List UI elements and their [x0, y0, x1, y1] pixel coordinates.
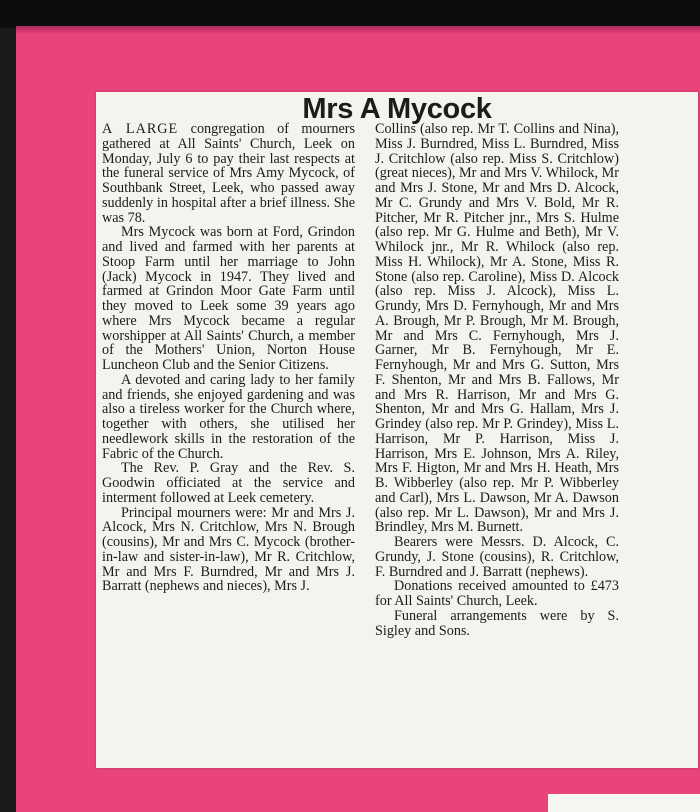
right-text-column — [375, 122, 619, 638]
left-text-column — [102, 122, 355, 594]
paragraph: Funeral arrangements were by S. Sigley and Sons. — [375, 607, 619, 639]
newspaper-clipping — [96, 92, 698, 768]
scan-top-edge — [0, 0, 700, 28]
paragraph — [102, 122, 355, 225]
paragraph: Collins (also rep. Mr T. Collins and Nina), Miss J. Burndred, Miss L. Burndred, Miss J. Critchlow (also rep. Miss S. Critchlow) (great nieces), Mr and Mrs V. Whilock, Mr and Mrs J. Stone, Mr and Mrs D. Alcock, Mr C. Grundy and Mrs V. Bold, Mr R. Pitcher, Mr R. Pitcher jnr., Mrs S. Hulme (also rep. Mr G. Hulme and Beth), Mr V. Whilock jnr., Mr R. Whilock (also rep. Miss H. Whilock), Mr A. Stone, Miss R. Stone (also rep. Caroline), Miss D. Alcock (also rep. Miss J. Alcock), Miss L. Grundy, Mrs D. Fernyhough, Mr and Mrs A. Brough, Mr P. Brough, Mr M. Brough, Mr and Mrs C. Fernyhough, Mrs J. Garner, Mr B. Fernyhough, Mr E. Fernyhough, Mr and Mrs G. Sutton, Mrs F. Shenton, Mr and Mrs B. Fallows, Mr and Mrs R. Harrison, Mr and Mrs G. Shenton, Mr and Mrs G. Hallam, Mrs J. Grindey (also rep. Mr P. Grindey), Miss L. Harrison, Mr P. Harrison, Miss J. Harrison, Mrs E. Johnson, Mrs A. Riley, Mrs F. Higton, Mr and Mrs H. Heath, Mrs B. Wibberley (also rep. Mr P. Wibberley and Carl), Mrs L. Dawson, Mr A. Dawson (also rep. Mr L. Dawson), Mr and Mrs J. Brindley, Mrs M. Burnett. — [375, 121, 619, 536]
paragraph: The Rev. P. Gray and the Rev. S. Goodwin officiated at the service and interment followed at Leek cemetery. — [102, 460, 355, 506]
paragraph: Mrs Mycock was born at Ford, Grindon and lived and farmed with her parents at Stoop Farm until her marriage to John (Jack) Mycock in 1947. They lived and farmed at Grindon Moor Gate Farm until they moved to Leek some 39 years ago where Mrs Mycock became a regular worshipper at All Saints' Church, a member of the Mothers' Union, Norton House Luncheon Club and the Senior Citizens. — [102, 224, 355, 373]
paragraph: Bearers were Messrs. D. Alcock, C. Grundy, J. Stone (cousins), R. Critchlow, F. Burndred and J. Barratt (nephews). — [375, 534, 619, 580]
paper-corner — [548, 794, 700, 812]
page-top-shadow — [16, 26, 700, 34]
obituary-headline: Mrs A Mycock — [302, 93, 492, 125]
paragraph: Donations received amounted to £473 for All Saints' Church, Leek. — [375, 578, 619, 609]
paragraph: A devoted and caring lady to her family and friends, she enjoyed gardening and was also a tireless worker for the Church where, together with others, she utilised her needlework skills in the restoration of the Fabric of the Church. — [102, 371, 355, 462]
paragraph-text: congregation of mourners gathered at All Saints' Church, Leek on Monday, July 6 to pay their last respects at the funeral service of Mrs Amy Mycock, of Southbank Street, Leek, who passed away suddenly in hospital after a brief illness. She was 78. — [102, 121, 356, 226]
lead-in-text: A LARGE — [102, 121, 179, 137]
paragraph: Principal mourners were: Mr and Mrs J. Alcock, Mrs N. Critchlow, Mrs N. Brough (cousins), Mr and Mrs C. Mycock (brother-in-law and sister-in-law), Mr R. Critchlow, Mr and Mrs F. Burndred, Mr and Mrs J. Barratt (nephews and nieces), Mrs J. — [102, 504, 355, 595]
scan-left-edge — [0, 28, 16, 812]
